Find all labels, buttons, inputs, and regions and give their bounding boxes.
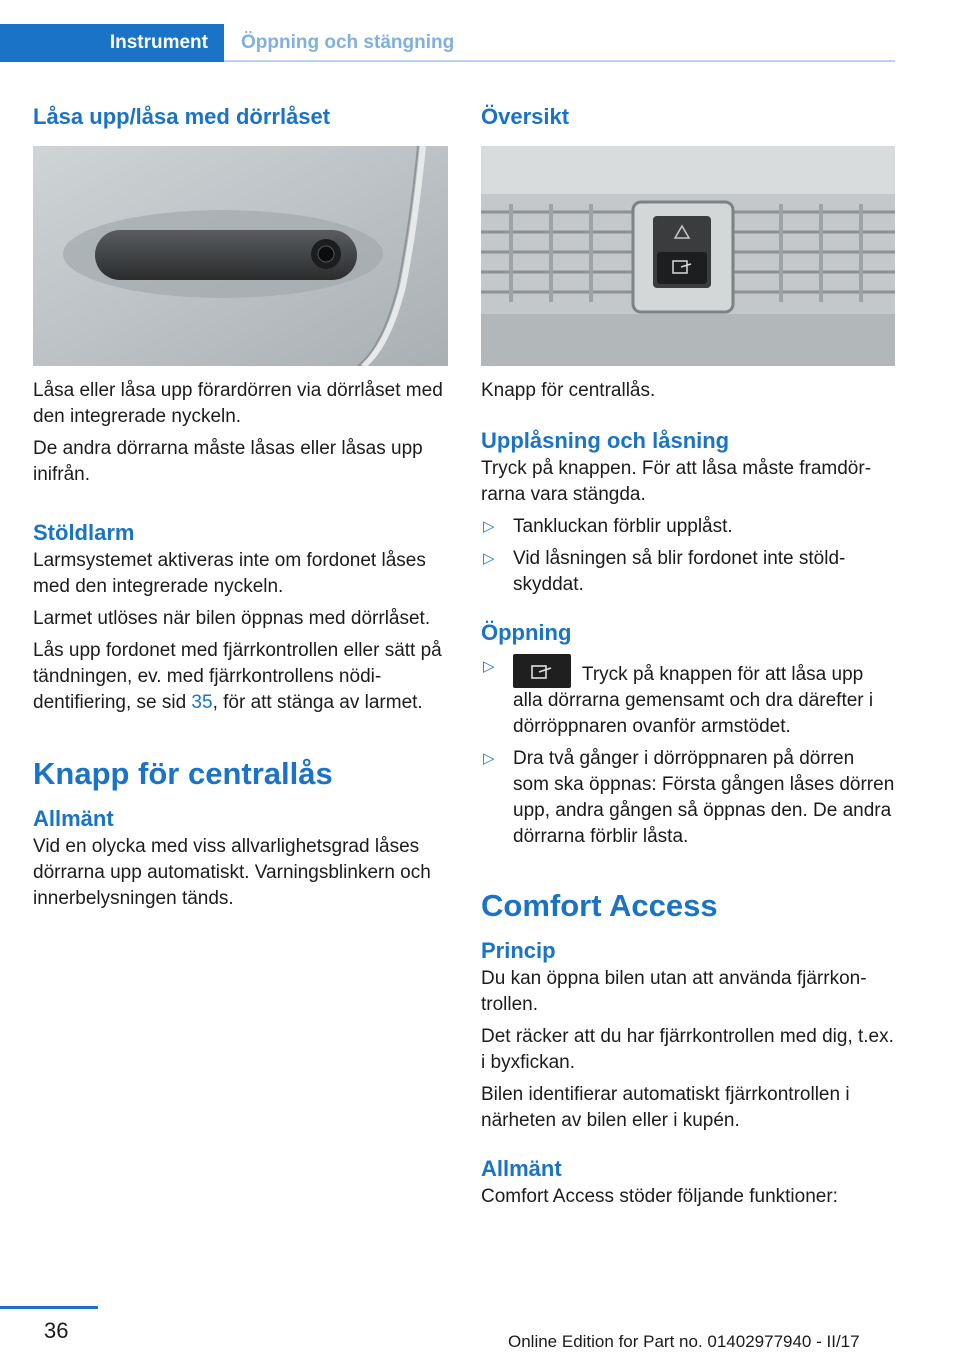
paragraph-alarm-1: Larmsystemet aktiveras inte om fordonet låses med den integrerade nyckeln. (33, 550, 426, 597)
paragraph-alarm-3-text: Lås upp fordonet med fjärrkontrollen eller sätt på tändningen, ev. med fjärrkontrollens nödidentifiering, se sid (33, 640, 442, 713)
bullet-open-1: Tryck på knappen för att låsa upp alla dörrarna gemensamt och dra därefter i dörröppnaren ovanför armstödet. (513, 664, 874, 737)
tab-instrument-label: Instrument (109, 32, 208, 53)
paragraph-lock-1: Låsa eller låsa upp förardörren via dörrlåset med den integrerade nyckeln. (33, 380, 443, 427)
paragraph-alarm-3 (33, 638, 448, 716)
list-item (481, 546, 895, 598)
heading-comfort-access: Comfort Access (481, 888, 718, 923)
paragraph-alarm-2: Larmet utlöses när bilen öppnas med dörrlåset. (33, 608, 431, 629)
triangle-right-icon: ▷ (483, 750, 495, 767)
door-handle-illustration (33, 146, 448, 366)
paragraph-alarm-3-end: , för att stänga av larmet. (212, 692, 423, 713)
header-tabs (0, 24, 895, 62)
heading-overview: Översikt (481, 104, 570, 129)
heading-unlock-lock: Upplåsning och låsning (481, 428, 730, 453)
footer-accent-line (0, 1306, 98, 1309)
tab-oppning-label: Öppning och stängning (241, 32, 455, 53)
page-link-35[interactable]: 35 (191, 692, 213, 713)
central-lock-button-illustration (481, 146, 895, 366)
paragraph-unlock: Tryck på knappen. För att låsa måste framdörrarna vara stängda. (481, 458, 872, 505)
list-item (481, 746, 895, 850)
tab-oppning-och-stangning[interactable] (224, 24, 455, 62)
heading-alarm: Stöldlarm (33, 520, 135, 545)
paragraph-general: Vid en olycka med viss allvarlighetsgrad låses dörrarna upp automatiskt. Varningsblinkern och innerbelysningen tänds. (33, 836, 431, 909)
heading-central-lock-button: Knapp för centrallås (33, 756, 333, 791)
bullet-unlock-2: Vid låsningen så blir fordonet inte stöldskyddat. (513, 548, 846, 595)
paragraph-principle-1: Du kan öppna bilen utan att använda fjärrkontrollen. (481, 968, 867, 1015)
list-item (481, 514, 895, 540)
left-column (33, 100, 448, 912)
caption-overview: Knapp för centrallås. (481, 380, 656, 401)
heading-general: Allmänt (33, 806, 114, 831)
bullet-unlock-1: Tankluckan förblir upplåst. (513, 516, 733, 537)
dashboard-vent-photo (481, 146, 895, 366)
paragraph-general-2: Comfort Access stöder följande funktioner: (481, 1186, 838, 1207)
page-number: 36 (44, 1318, 69, 1343)
paragraph-principle-2: Det räcker att du har fjärrkontrollen med dig, t.ex. i byxfickan. (481, 1026, 894, 1073)
paragraph-lock-2: De andra dörrarna måste låsas eller låsas upp inifrån. (33, 438, 423, 485)
triangle-right-icon: ▷ (483, 658, 495, 675)
tab-underline (224, 60, 895, 62)
door-unlock-icon (513, 654, 571, 688)
heading-general-2: Allmänt (481, 1156, 562, 1181)
heading-lock-with-door-lock: Låsa upp/låsa med dörrlåset (33, 104, 331, 129)
triangle-right-icon: ▷ (483, 550, 495, 567)
tab-instrument[interactable] (0, 24, 224, 62)
edition-info: Online Edition for Part no. 01402977940 - II/17 (508, 1332, 860, 1351)
paragraph-principle-3: Bilen identifierar automatiskt fjärrkontrollen i närheten av bilen eller i kupén. (481, 1084, 850, 1131)
door-handle-photo (33, 146, 448, 366)
right-column (481, 100, 895, 1210)
list-item (481, 654, 895, 740)
heading-opening: Öppning (481, 620, 572, 645)
bullet-open-2: Dra två gånger i dörröppnaren på dörren som ska öppnas: Första gången låses dörren upp, andra gången så öppnas den. De andra dörrarna förblir låsta. (513, 748, 895, 847)
triangle-right-icon: ▷ (483, 518, 495, 535)
heading-principle: Princip (481, 938, 556, 963)
